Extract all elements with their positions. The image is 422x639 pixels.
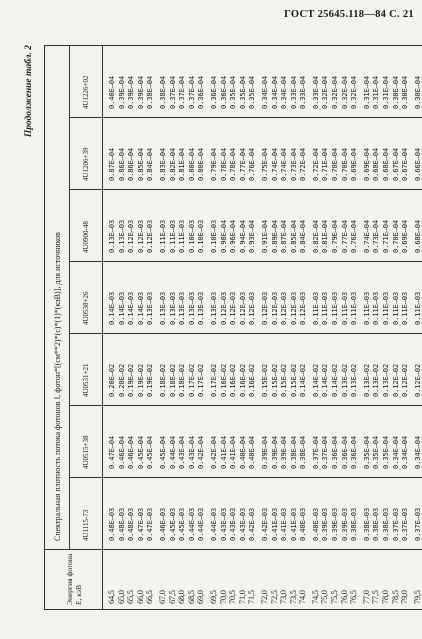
table-cell: 0.39E—03: [330, 507, 340, 541]
table-cell: 0.10E—03: [208, 219, 218, 253]
table-cell: 0.68E—04: [381, 147, 391, 181]
table-cell: 0.34E—04: [390, 435, 400, 469]
table-cell: 0.46E—04: [116, 435, 126, 469]
table-cell: 0.11E—03: [330, 291, 340, 325]
table-cell: 68,0: [177, 590, 187, 604]
table-cell: 69,5: [208, 590, 218, 604]
table-cell: 0.44E—03: [208, 507, 218, 541]
table-cell: 0.31E—04: [361, 75, 371, 109]
table-cell: 0.34E—04: [412, 435, 422, 469]
table-cell: 0.11E—03: [400, 291, 410, 325]
table-cell: 0.12E—02: [390, 363, 400, 397]
table-cell: 0.11E—03: [320, 291, 330, 325]
table-cell: 0.11E—03: [390, 291, 400, 325]
table-cell: 0.38E—03: [349, 507, 359, 541]
table-cell: 0.41E—03: [279, 507, 289, 541]
table-cell: 0.41E—03: [288, 507, 298, 541]
table-cell: 0.36E—04: [218, 75, 228, 109]
table-cell: 0.40E—04: [247, 435, 257, 469]
table-cell: 0.19E—02: [145, 363, 155, 397]
continuation-caption: Продолжение табл. 2: [24, 45, 34, 138]
table-cell: 0.12E—02: [412, 363, 422, 397]
table-cell: 0.41E—04: [228, 435, 238, 469]
table-cell: 0.40E—03: [298, 507, 308, 541]
table-cell: 0.46E—04: [126, 435, 136, 469]
table-cell: 68,5: [186, 590, 196, 604]
table-cell: 0.31E—04: [371, 75, 381, 109]
table-cell: 0.17E—02: [196, 363, 206, 397]
rotated-page-content: [24, 45, 422, 610]
table-cell: 76,5: [349, 590, 359, 604]
table-cell: 0.45E—04: [135, 435, 145, 469]
table-cell: 0.44E—03: [186, 507, 196, 541]
table-cell: 0.13E—03: [145, 291, 155, 325]
table-cell: 0.14E—02: [298, 363, 308, 397]
table-cell: 0.37E—04: [320, 435, 330, 469]
table-cell: 0.41E—03: [269, 507, 279, 541]
table-cell: 0.13E—03: [177, 291, 187, 325]
table-cell: 0.11E—03: [412, 291, 422, 325]
table-cell: 0.15E—02: [288, 363, 298, 397]
table-cell: 0.39E—04: [259, 435, 269, 469]
source-column: [103, 262, 422, 334]
table-cell: 0.32E—04: [349, 75, 359, 109]
table-cell: 0.91E—04: [259, 219, 269, 253]
table-cell: 0.11E—03: [349, 291, 359, 325]
table-cell: 0.72E—04: [298, 147, 308, 181]
table-cell: 0.42E—04: [208, 435, 218, 469]
table-cell: 0.12E—03: [218, 291, 228, 325]
table-cell: 0.16E—02: [247, 363, 257, 397]
table-cell: 0.35E—04: [228, 75, 238, 109]
table-cell: 0.66E—04: [412, 147, 422, 181]
table-cell: 0.87E—04: [279, 219, 289, 253]
table-cell: 0.13E—02: [339, 363, 349, 397]
table-cell: 0.39E—03: [339, 507, 349, 541]
table-cell: 0.35E—04: [371, 435, 381, 469]
table-cell: 0.79E—04: [208, 147, 218, 181]
table-cell: 0.34E—04: [259, 75, 269, 109]
table-cell: 0.42E—03: [259, 507, 269, 541]
table-cell: 0.13E—03: [157, 291, 167, 325]
table-cell: 0.38E—04: [288, 435, 298, 469]
table-cell: 0.12E—03: [288, 291, 298, 325]
table-cell: 0.38E—03: [381, 507, 391, 541]
table-cell: 0.76E—04: [349, 219, 359, 253]
table-cell: 0.13E—02: [361, 363, 371, 397]
table-cell: 0.87E—04: [107, 147, 116, 181]
table-cell: 0.39E—04: [116, 75, 126, 109]
table-cell: 0.74E—04: [279, 147, 289, 181]
table-cell: 0.14E—03: [135, 291, 145, 325]
table-cell: 0.36E—04: [196, 75, 206, 109]
table-cell: 0.38E—04: [157, 75, 167, 109]
table-cell: 0.18E—02: [177, 363, 187, 397]
table-cell: 0.16E—02: [237, 363, 247, 397]
table-cell: 0.47E—04: [107, 435, 116, 469]
table-cell: 0.12E—03: [279, 291, 289, 325]
table-cell: 74,5: [310, 590, 320, 604]
table-cell: 0.44E—03: [196, 507, 206, 541]
table-cell: 0.79E—04: [330, 219, 340, 253]
energy-column-header: Энергия фотона E, кэВ: [45, 550, 103, 610]
table-cell: 0.20E—02: [107, 363, 116, 397]
table-cell: 0.14E—02: [310, 363, 320, 397]
table-cell: 0.15E—02: [279, 363, 289, 397]
table-cell: 0.15E—02: [259, 363, 269, 397]
source-header: 4U0531+21: [70, 334, 103, 406]
table-cell: 0.34E—04: [269, 75, 279, 109]
table-cell: 0.11E—03: [361, 291, 371, 325]
table-cell: 0.35E—04: [381, 435, 391, 469]
source-header: 4U0900-48: [70, 190, 103, 262]
table-cell: 0.43E—04: [177, 435, 187, 469]
table-cell: 0.82E—04: [167, 147, 177, 181]
table-cell: 0.45E—04: [157, 435, 167, 469]
table-body-row: [103, 45, 422, 609]
table-cell: 0.48E—03: [107, 507, 116, 541]
table-cell: 66,5: [145, 590, 155, 604]
table-cell: 0.46E—03: [157, 507, 167, 541]
source-header: 4U1206+39: [70, 118, 103, 190]
table-cell: 0.85E—04: [288, 219, 298, 253]
table-cell: 0.31E—04: [381, 75, 391, 109]
table-cell: 0.11E—03: [381, 291, 391, 325]
table-cell: 0.39E—04: [269, 435, 279, 469]
table-cell: 0.36E—04: [330, 435, 340, 469]
table-cell: 0.38E—04: [145, 75, 155, 109]
table-cell: 0.39E—04: [135, 75, 145, 109]
table-cell: 0.43E—03: [228, 507, 238, 541]
table-cell: 0.40E—04: [107, 75, 116, 109]
source-header: 4U1226+02: [70, 45, 103, 117]
table-cell: 65,0: [116, 590, 126, 604]
table-cell: 0.12E—03: [269, 291, 279, 325]
spectral-density-header: Спектральная плотность потока фотонов I, фотон*[(см**2)*(с)*(1)*(кэВ)], для источников: [45, 45, 70, 549]
table-cell: 0.67E—04: [400, 147, 410, 181]
source-header: 4U0515+38: [70, 406, 103, 478]
table-cell: 0.38E—04: [298, 435, 308, 469]
energy-column: [103, 550, 422, 610]
table-cell: 79,5: [412, 590, 422, 604]
table-cell: 0.70E—04: [390, 219, 400, 253]
table-cell: 0.12E—03: [298, 291, 308, 325]
source-column: [103, 190, 422, 262]
table-cell: 0.42E—04: [196, 435, 206, 469]
table-cell: 0.39E—03: [320, 507, 330, 541]
source-column: [103, 118, 422, 190]
table-cell: 0.35E—04: [247, 75, 257, 109]
table-cell: 0.13E—02: [349, 363, 359, 397]
table-cell: 0.13E—03: [208, 291, 218, 325]
table-cell: 0.84E—04: [145, 147, 155, 181]
table-cell: 0.33E—04: [310, 75, 320, 109]
table-cell: 67,5: [167, 590, 177, 604]
table-cell: 0.19E—02: [135, 363, 145, 397]
table-cell: 0.83E—04: [157, 147, 167, 181]
table-cell: 0.37E—04: [310, 435, 320, 469]
table-cell: 70,5: [228, 590, 238, 604]
table-cell: 0.73E—04: [371, 219, 381, 253]
table-cell: 0.47E—03: [145, 507, 155, 541]
table-cell: 0.69E—04: [400, 219, 410, 253]
table-cell: 0.35E—04: [237, 75, 247, 109]
table-cell: 0.12E—03: [228, 291, 238, 325]
table-cell: 0.75E—04: [259, 147, 269, 181]
table-cell: 0.14E—02: [330, 363, 340, 397]
table-cell: 0.71E—04: [320, 147, 330, 181]
table-cell: 0.14E—03: [126, 291, 136, 325]
table-cell: 0.80E—04: [196, 147, 206, 181]
table-cell: 74,0: [298, 590, 308, 604]
table-cell: 0.85E—04: [135, 147, 145, 181]
table-cell: 75,0: [320, 590, 330, 604]
table-cell: 0.11E—03: [177, 219, 187, 253]
table-cell: 73,0: [279, 590, 289, 604]
table-cell: 0.37E—04: [177, 75, 187, 109]
table-cell: 0.69E—04: [361, 147, 371, 181]
table-cell: 0.43E—03: [237, 507, 247, 541]
table-cell: 0.68E—04: [412, 219, 422, 253]
table-cell: 0.18E—02: [167, 363, 177, 397]
table-cell: 0.38E—03: [361, 507, 371, 541]
table-cell: 0.73E—04: [288, 147, 298, 181]
table-cell: 0.89E—04: [269, 219, 279, 253]
table-cell: 0.11E—03: [339, 291, 349, 325]
table-cell: 0.36E—04: [208, 75, 218, 109]
table-cell: 0.40E—04: [237, 435, 247, 469]
table-cell: 0.43E—03: [218, 507, 228, 541]
table-cell: 0.12E—03: [247, 291, 257, 325]
table-cell: 0.76E—04: [247, 147, 257, 181]
table-cell: 0.11E—03: [310, 291, 320, 325]
table-cell: 0.12E—03: [237, 291, 247, 325]
table-cell: 71,5: [247, 590, 257, 604]
table-cell: 67,0: [157, 590, 167, 604]
table-cell: 77,0: [361, 590, 371, 604]
table-cell: 0.74E—04: [361, 219, 371, 253]
table-cell: 0.13E—03: [116, 219, 126, 253]
table-cell: 0.67E—04: [390, 147, 400, 181]
table-cell: 0.11E—03: [167, 219, 177, 253]
table-cell: 0.45E—03: [177, 507, 187, 541]
table-cell: 0.14E—03: [107, 291, 116, 325]
table-cell: 64,5: [107, 590, 116, 604]
spectral-table: [44, 45, 422, 610]
table-cell: 0.47E—03: [135, 507, 145, 541]
table-cell: 0.98E—04: [218, 219, 228, 253]
table-cell: 0.45E—03: [167, 507, 177, 541]
table-cell: 0.10E—03: [196, 219, 206, 253]
table-cell: 0.36E—04: [349, 435, 359, 469]
table-cell: 73,5: [288, 590, 298, 604]
source-column: [103, 45, 422, 117]
table-cell: 0.20E—02: [116, 363, 126, 397]
source-column: [103, 334, 422, 406]
table-cell: 0.43E—04: [186, 435, 196, 469]
table-cell: 0.33E—04: [288, 75, 298, 109]
table-cell: 0.16E—02: [228, 363, 238, 397]
table-cell: 0.45E—04: [145, 435, 155, 469]
table-cell: 0.77E—04: [339, 219, 349, 253]
table-cell: 0.12E—03: [135, 219, 145, 253]
table-cell: 0.82E—04: [310, 219, 320, 253]
table-cell: 71,0: [237, 590, 247, 604]
table-cell: 0.17E—02: [208, 363, 218, 397]
table-cell: 0.77E—04: [237, 147, 247, 181]
table-cell: 0.12E—03: [259, 291, 269, 325]
table-cell: 0.14E—02: [320, 363, 330, 397]
table-cell: 0.12E—02: [400, 363, 410, 397]
source-header: 4U0538+26: [70, 262, 103, 334]
table-cell: 0.17E—02: [186, 363, 196, 397]
table-cell: 0.30E—04: [400, 75, 410, 109]
table-cell: 0.37E—03: [400, 507, 410, 541]
table-cell: 0.68E—04: [371, 147, 381, 181]
table-cell: 76,0: [339, 590, 349, 604]
table-cell: 0.32E—04: [320, 75, 330, 109]
table-cell: 0.38E—03: [371, 507, 381, 541]
table-cell: 0.13E—03: [186, 291, 196, 325]
table-cell: 0.69E—04: [349, 147, 359, 181]
table-cell: 0.36E—04: [339, 435, 349, 469]
table-cell: 0.37E—04: [167, 75, 177, 109]
table-cell: 0.30E—04: [412, 75, 422, 109]
table-cell: 0.11E—03: [371, 291, 381, 325]
table-cell: 0.11E—03: [157, 219, 167, 253]
table-cell: 0.78E—04: [228, 147, 238, 181]
page-header: ГОСТ 25645.118—84 С. 21: [284, 9, 414, 20]
table-cell: 0.84E—04: [298, 219, 308, 253]
source-header: 4U1115-73: [70, 478, 103, 550]
table-cell: 0.30E—04: [390, 75, 400, 109]
table-cell: 0.94E—04: [237, 219, 247, 253]
table-cell: 0.70E—04: [339, 147, 349, 181]
table-cell: 65,5: [126, 590, 136, 604]
source-column: [103, 406, 422, 478]
table-cell: 0.39E—04: [126, 75, 136, 109]
table-cell: 0.74E—04: [269, 147, 279, 181]
table-cell: 79,0: [400, 590, 410, 604]
table-cell: 0.81E—04: [320, 219, 330, 253]
table-cell: 0.37E—03: [412, 507, 422, 541]
table-cell: 0.96E—04: [228, 219, 238, 253]
table-cell: 0.12E—03: [145, 219, 155, 253]
table-cell: 0.16E—02: [218, 363, 228, 397]
table-cell: 0.42E—03: [247, 507, 257, 541]
table-cell: 0.48E—03: [116, 507, 126, 541]
table-cell: 0.70E—04: [330, 147, 340, 181]
table-cell: 0.93E—04: [247, 219, 257, 253]
table-cell: 0.34E—04: [279, 75, 289, 109]
table-cell: 0.12E—03: [126, 219, 136, 253]
table-cell: 72,0: [259, 590, 269, 604]
table-cell: 0.86E—04: [126, 147, 136, 181]
table-cell: 0.37E—03: [390, 507, 400, 541]
table-cell: 0.15E—02: [269, 363, 279, 397]
table-cell: 0.13E—03: [167, 291, 177, 325]
table-cell: 0.37E—04: [186, 75, 196, 109]
table-cell: 0.72E—04: [310, 147, 320, 181]
table-cell: 0.14E—03: [116, 291, 126, 325]
table-cell: 78,5: [390, 590, 400, 604]
table-cell: 78,0: [381, 590, 391, 604]
table-cell: 0.86E—04: [116, 147, 126, 181]
table-cell: 0.19E—02: [126, 363, 136, 397]
table-cell: 0.32E—04: [330, 75, 340, 109]
source-header-row: [70, 45, 103, 609]
table-cell: 0.41E—04: [218, 435, 228, 469]
table-cell: 0.13E—03: [107, 219, 116, 253]
table-cell: 0.13E—02: [371, 363, 381, 397]
table-cell: 0.33E—04: [298, 75, 308, 109]
table-cell: 72,5: [269, 590, 279, 604]
table-cell: 0.18E—02: [157, 363, 167, 397]
table-cell: 0.78E—04: [218, 147, 228, 181]
table-cell: 0.34E—04: [400, 435, 410, 469]
table-cell: 0.10E—03: [186, 219, 196, 253]
table-cell: 0.81E—04: [177, 147, 187, 181]
table-cell: 70,0: [218, 590, 228, 604]
table-cell: 0.44E—04: [167, 435, 177, 469]
table-cell: 66,0: [135, 590, 145, 604]
table-cell: 0.32E—04: [339, 75, 349, 109]
table-cell: 0.13E—03: [196, 291, 206, 325]
table-cell: 0.71E—04: [381, 219, 391, 253]
table-cell: 0.48E—03: [126, 507, 136, 541]
table-cell: 77,5: [371, 590, 381, 604]
table-cell: 0.35E—04: [361, 435, 371, 469]
table-cell: 0.80E—04: [186, 147, 196, 181]
table-cell: 0.39E—04: [279, 435, 289, 469]
table-cell: 0.40E—03: [310, 507, 320, 541]
table-cell: 69,0: [196, 590, 206, 604]
source-column: [103, 478, 422, 550]
table-cell: 75,5: [330, 590, 340, 604]
table-cell: 0.13E—02: [381, 363, 391, 397]
